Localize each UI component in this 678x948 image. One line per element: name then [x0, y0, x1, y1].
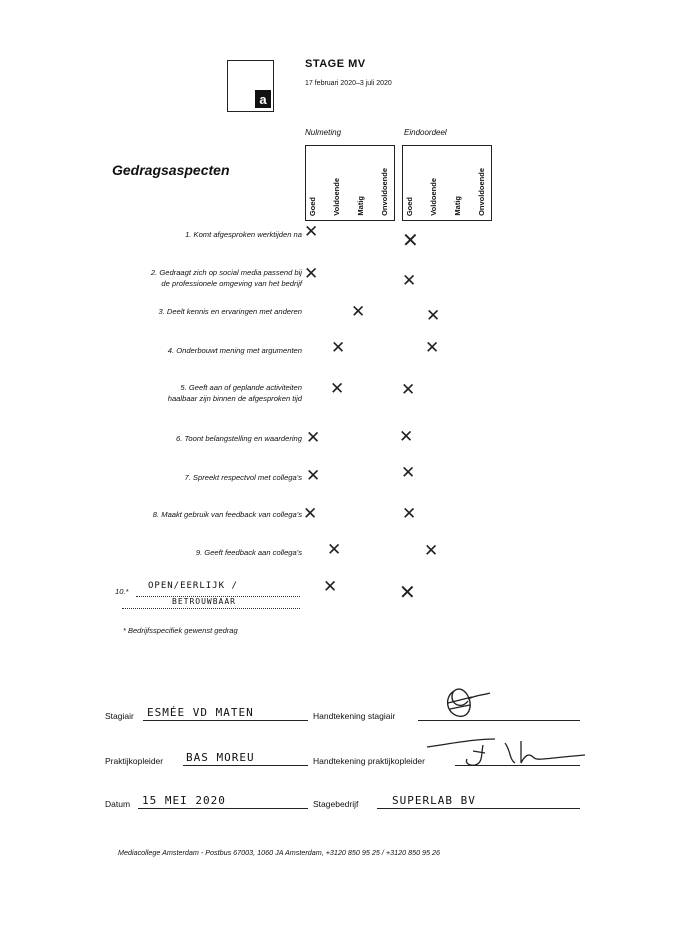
behavior-item-10-number: 10.*: [115, 587, 129, 596]
praktijkopleider-label: Praktijkopleider: [105, 756, 164, 766]
handtekening-praktijkopleider-label: Handtekening praktijkopleider: [313, 756, 425, 766]
behavior-item-4: 4. Onderbouwt mening met argumenten: [167, 346, 302, 355]
check-mark: ✕: [306, 466, 321, 486]
check-mark: ✕: [402, 271, 417, 291]
praktijkopleider-signature: [425, 733, 585, 773]
logo: a: [255, 90, 271, 108]
behavior-item-7: 7. Spreekt respectvol met collega's: [184, 473, 302, 482]
check-mark: ✕: [304, 222, 319, 242]
check-mark: ✕: [424, 541, 439, 561]
signature-line: [377, 808, 580, 809]
behavior-item-10-line2: BETROUWBAAR: [172, 597, 236, 606]
rating-label-voldoende: Voldoende: [332, 178, 341, 216]
check-mark: ✕: [399, 427, 414, 447]
rating-label-goed: Goed: [308, 196, 317, 216]
section-title: Gedragsaspecten: [112, 162, 230, 178]
check-mark: ✕: [306, 428, 321, 448]
check-mark: ✕: [426, 306, 441, 326]
behavior-item-9: 9. Geeft feedback aan collega's: [195, 548, 302, 557]
check-mark: ✕: [399, 580, 416, 604]
behavior-item-5: 5. Geeft aan of geplande activiteiten haalbaar zijn binnen de afgesproken tijd: [167, 383, 302, 403]
behavior-item-1: 1. Komt afgesproken werktijden na: [185, 230, 302, 239]
rating-box-nulmeting: [305, 145, 395, 221]
dotted-line: [122, 608, 300, 609]
behavior-item-8: 8. Maakt gebruik van feedback van collega's: [152, 510, 302, 519]
check-mark: ✕: [304, 264, 319, 284]
check-mark: ✕: [425, 338, 440, 358]
signature-line: [138, 808, 308, 809]
check-mark: ✕: [327, 540, 342, 560]
behavior-item-6: 6. Toont belangstelling en waardering: [176, 434, 302, 443]
column-eindoordeel: Eindoordeel: [404, 128, 447, 137]
signature-line: [183, 765, 308, 766]
stagebedrijf-label: Stagebedrijf: [313, 799, 359, 809]
check-mark: ✕: [402, 504, 417, 524]
praktijkopleider-name: BAS MOREU: [186, 751, 255, 764]
check-mark: ✕: [401, 463, 416, 483]
rating-label-onvoldoende: Onvoldoende: [380, 168, 389, 216]
check-mark: ✕: [303, 504, 318, 524]
behavior-item-2: 2. Gedraagt zich op social media passend bij de professionele omgeving van het bedrijf: [150, 268, 302, 288]
check-mark: ✕: [331, 338, 346, 358]
stagiair-label: Stagiair: [105, 711, 134, 721]
rating-label-goed: Goed: [405, 196, 414, 216]
behavior-item-10-line1: OPEN/EERLIJK /: [148, 581, 238, 591]
stagiair-signature: [440, 683, 492, 721]
check-mark: ✕: [323, 577, 338, 597]
stagiair-name: ESMÉE VD MATEN: [147, 706, 254, 719]
signature-line: [143, 720, 308, 721]
rating-box-eindoordeel: [402, 145, 492, 221]
rating-label-voldoende: Voldoende: [429, 178, 438, 216]
check-mark: ✕: [330, 379, 345, 399]
document-dates: 17 februari 2020–3 juli 2020: [305, 80, 392, 87]
rating-label-matig: Matig: [356, 196, 365, 216]
stagebedrijf-value: SUPERLAB BV: [392, 794, 476, 807]
footer: Mediacollege Amsterdam - Postbus 67003, 1060 JA Amsterdam, +3120 850 95 25 / +3120 850 95 26: [118, 848, 441, 857]
rating-label-onvoldoende: Onvoldoende: [477, 168, 486, 216]
handtekening-stagiair-label: Handtekening stagiair: [313, 711, 396, 721]
behavior-item-3: 3. Deelt kennis en ervaringen met anderen: [158, 307, 302, 316]
check-mark: ✕: [401, 380, 416, 400]
rating-label-matig: Matig: [453, 196, 462, 216]
check-mark: ✕: [351, 302, 366, 322]
datum-label: Datum: [105, 799, 131, 809]
check-mark: ✕: [402, 228, 419, 252]
document-title: STAGE MV: [305, 58, 366, 70]
column-nulmeting: Nulmeting: [305, 128, 342, 137]
footnote: * Bedrijfsspecifiek gewenst gedrag: [123, 626, 238, 635]
datum-value: 15 MEI 2020: [142, 794, 226, 807]
